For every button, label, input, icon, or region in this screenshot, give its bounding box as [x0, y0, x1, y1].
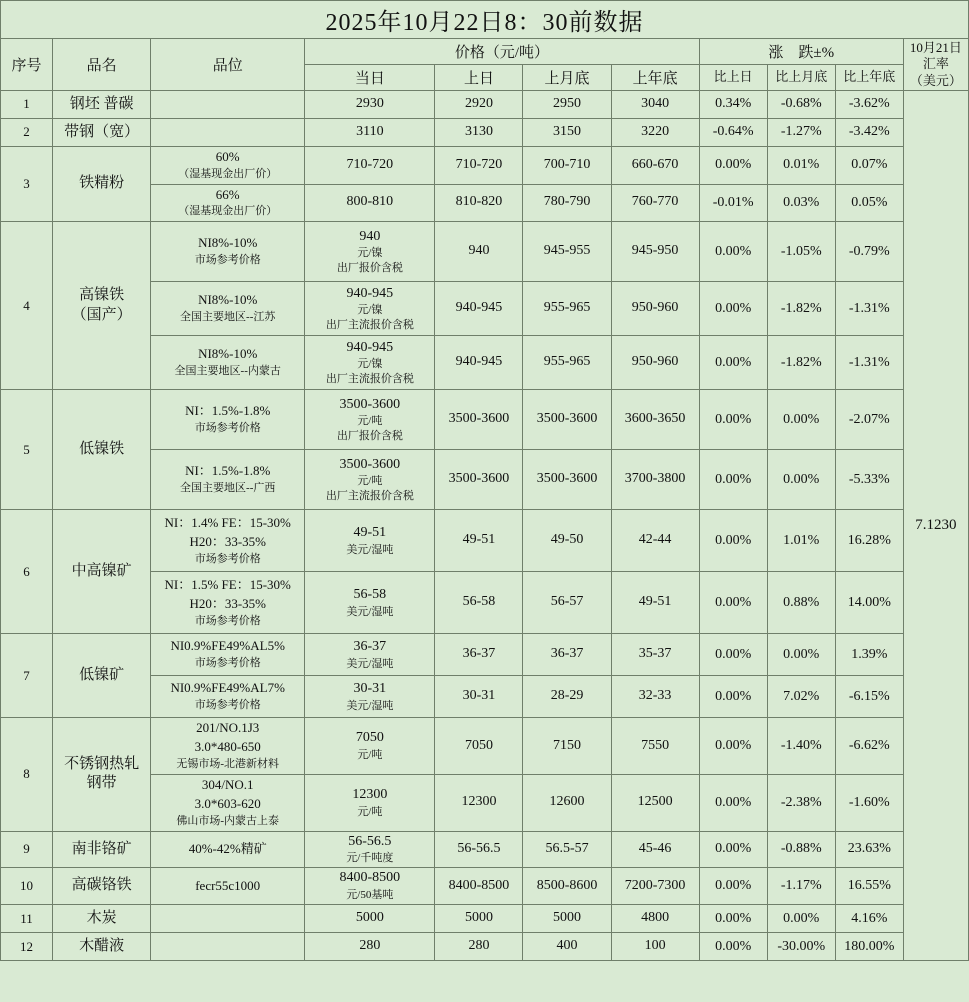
price-today [305, 222, 435, 282]
spec-sub: 市场参考价格 [194, 552, 261, 565]
price-today [305, 282, 435, 336]
row-spec [151, 572, 305, 634]
price-value: 8400-8500 [339, 870, 401, 886]
spec-sub: 佛山市场-内蒙古上泰 [176, 814, 280, 827]
price-unit-line1: 元/吨 [357, 475, 383, 488]
header-price-today: 当日 [305, 64, 435, 90]
price-unit-line1: 元/吨 [357, 805, 383, 818]
price-prev-month-end: 8500-8600 [523, 868, 611, 905]
price-unit-line2: 出厂报价含税 [336, 262, 403, 275]
chg-vs-prev-day: 0.00% [699, 774, 767, 831]
chg-vs-prev-day: 0.00% [699, 634, 767, 676]
price-prev-day: 280 [435, 933, 523, 961]
row-index: 8 [1, 718, 53, 831]
spec-main: 66% [215, 186, 240, 202]
price-prev-month-end: 56-57 [523, 572, 611, 634]
price-prev-day: 3500-3600 [435, 450, 523, 510]
price-value: 940 [359, 228, 381, 244]
chg-vs-prev-month-end: -2.38% [767, 774, 835, 831]
row-product-name: 南非铬矿 [53, 831, 151, 868]
product-name-line1: 不锈钢热轧 [64, 755, 140, 772]
price-today [305, 390, 435, 450]
spec-main: NI8%-10% [198, 292, 258, 308]
chg-vs-prev-day: 0.00% [699, 905, 767, 933]
chg-vs-prev-year-end: -3.42% [835, 118, 903, 146]
spec-sub: 市场参考价格 [194, 699, 261, 712]
chg-vs-prev-year-end: -3.62% [835, 90, 903, 118]
table-row [1, 90, 969, 118]
header-index: 序号 [1, 39, 53, 91]
chg-vs-prev-year-end: 16.28% [835, 510, 903, 572]
row-index: 4 [1, 222, 53, 390]
chg-vs-prev-day: 0.00% [699, 222, 767, 282]
price-unit-line1: 元/镍 [357, 358, 383, 371]
spec-line1: 304/NO.1 [201, 776, 254, 792]
price-value: 940-945 [346, 339, 394, 355]
price-prev-year-end: 3600-3650 [611, 390, 699, 450]
price-prev-year-end: 100 [611, 933, 699, 961]
exchange-rate-value: 7.1230 [903, 90, 968, 960]
header-chg-vs-prev-year-end: 比上年底 [835, 64, 903, 90]
chg-vs-prev-month-end: 7.02% [767, 676, 835, 718]
price-today: 5000 [305, 905, 435, 933]
row-spec [151, 390, 305, 450]
chg-vs-prev-year-end: -5.33% [835, 450, 903, 510]
chg-vs-prev-year-end: 16.55% [835, 868, 903, 905]
header-rate-line1: 10月21日 [909, 40, 962, 55]
price-prev-year-end: 32-33 [611, 676, 699, 718]
row-index: 11 [1, 905, 53, 933]
product-name-line2: 钢带 [86, 775, 117, 792]
price-unit-line1: 美元/湿吨 [346, 699, 394, 712]
price-prev-month-end: 3150 [523, 118, 611, 146]
chg-vs-prev-year-end: -6.62% [835, 718, 903, 775]
spec-sub: 全国主要地区--江苏 [180, 311, 276, 324]
price-prev-day: 940-945 [435, 282, 523, 336]
chg-vs-prev-month-end: 0.00% [767, 634, 835, 676]
price-value: 7050 [355, 730, 384, 746]
price-today [305, 634, 435, 676]
spec-main: 60% [215, 148, 240, 164]
product-name-line2: （国产） [71, 306, 132, 323]
price-prev-month-end: 2950 [523, 90, 611, 118]
price-unit-line1: 美元/湿吨 [346, 605, 394, 618]
price-prev-year-end: 12500 [611, 774, 699, 831]
price-prev-year-end: 945-950 [611, 222, 699, 282]
price-prev-day: 8400-8500 [435, 868, 523, 905]
price-today [305, 510, 435, 572]
spec-sub: 市场参考价格 [194, 614, 261, 627]
price-prev-month-end: 5000 [523, 905, 611, 933]
row-index: 10 [1, 868, 53, 905]
price-prev-year-end: 760-770 [611, 184, 699, 222]
spec-main: NI0.9%FE49%AL7% [170, 680, 285, 696]
row-index: 2 [1, 118, 53, 146]
spec-main: NI8%-10% [198, 235, 258, 251]
price-prev-year-end: 3040 [611, 90, 699, 118]
chg-vs-prev-month-end: -0.68% [767, 90, 835, 118]
row-index: 5 [1, 390, 53, 510]
price-prev-month-end: 700-710 [523, 146, 611, 184]
chg-vs-prev-month-end: 0.01% [767, 146, 835, 184]
table-row [1, 510, 969, 572]
price-unit-line1: 美元/湿吨 [346, 657, 394, 670]
price-prev-month-end: 12600 [523, 774, 611, 831]
price-today: 3110 [305, 118, 435, 146]
price-today [305, 831, 435, 868]
chg-vs-prev-year-end: -1.31% [835, 282, 903, 336]
row-spec [151, 90, 305, 118]
header-chg-vs-prev-day: 比上日 [699, 64, 767, 90]
row-spec [151, 222, 305, 282]
price-value: 12300 [352, 786, 388, 802]
header-spec: 品位 [151, 39, 305, 91]
chg-vs-prev-year-end: -6.15% [835, 676, 903, 718]
row-product-name: 中高镍矿 [53, 510, 151, 634]
spec-line1: NI：1.4% FE：15-30% [164, 515, 291, 530]
spec-line2: 3.0*480-650 [194, 739, 261, 755]
chg-vs-prev-month-end: 0.00% [767, 390, 835, 450]
chg-vs-prev-day: 0.00% [699, 676, 767, 718]
price-prev-month-end: 780-790 [523, 184, 611, 222]
table-row [1, 222, 969, 282]
spec-line2: H20：33-35% [189, 595, 266, 611]
price-today [305, 868, 435, 905]
price-prev-day: 3130 [435, 118, 523, 146]
price-today [305, 676, 435, 718]
price-prev-month-end: 3500-3600 [523, 450, 611, 510]
price-prev-day: 30-31 [435, 676, 523, 718]
price-prev-year-end: 3700-3800 [611, 450, 699, 510]
spec-main: NI8%-10% [198, 346, 258, 362]
price-unit-line2: 出厂报价含税 [336, 430, 403, 443]
table-row [1, 146, 969, 184]
chg-vs-prev-month-end: -1.27% [767, 118, 835, 146]
spec-main: NI：1.5%-1.8% [185, 403, 271, 419]
header-price-prev-year-end: 上年底 [611, 64, 699, 90]
header-rate-line2: 汇率 [922, 56, 949, 72]
chg-vs-prev-month-end: -1.40% [767, 718, 835, 775]
table-row [1, 718, 969, 775]
table-row [1, 868, 969, 905]
chg-vs-prev-month-end: -1.17% [767, 868, 835, 905]
price-prev-year-end: 4800 [611, 905, 699, 933]
price-prev-year-end: 45-46 [611, 831, 699, 868]
chg-vs-prev-day: 0.00% [699, 868, 767, 905]
chg-vs-prev-year-end: 0.05% [835, 184, 903, 222]
header-rate-line3: （美元） [909, 72, 962, 88]
spec-sub: 无锡市场-北港新材料 [176, 758, 280, 770]
price-prev-day: 3500-3600 [435, 390, 523, 450]
price-unit-line1: 美元/湿吨 [346, 543, 394, 556]
price-unit-line2: 出厂主流报价含税 [325, 490, 414, 503]
spec-sub: 市场参考价格 [194, 657, 261, 670]
chg-vs-prev-day: 0.00% [699, 336, 767, 390]
price-prev-year-end: 42-44 [611, 510, 699, 572]
price-prev-day: 12300 [435, 774, 523, 831]
price-prev-year-end: 3220 [611, 118, 699, 146]
price-today [305, 336, 435, 390]
chg-vs-prev-day: 0.00% [699, 510, 767, 572]
header-price-group: 价格（元/吨） [305, 39, 699, 65]
chg-vs-prev-month-end: -30.00% [767, 933, 835, 961]
table-row [1, 390, 969, 450]
spec-main: NI：1.5%-1.8% [185, 463, 271, 479]
header-exchange-rate-group [903, 39, 968, 91]
chg-vs-prev-month-end: 0.88% [767, 572, 835, 634]
row-index: 1 [1, 90, 53, 118]
row-spec [151, 282, 305, 336]
spec-sub: （湿基现金出厂价） [178, 167, 278, 180]
chg-vs-prev-day: 0.34% [699, 90, 767, 118]
row-product-name: 高碳铬铁 [53, 868, 151, 905]
chg-vs-prev-year-end: -1.60% [835, 774, 903, 831]
price-prev-month-end: 49-50 [523, 510, 611, 572]
table-row [1, 905, 969, 933]
header-chg-vs-prev-month-end: 比上月底 [767, 64, 835, 90]
chg-vs-prev-day: -0.01% [699, 184, 767, 222]
product-name-line1: 高镍铁 [79, 287, 125, 304]
chg-vs-prev-month-end: 0.03% [767, 184, 835, 222]
row-spec [151, 676, 305, 718]
price-prev-month-end: 955-965 [523, 336, 611, 390]
chg-vs-prev-year-end: -2.07% [835, 390, 903, 450]
spec-line1: NI：1.5% FE：15-30% [164, 577, 291, 592]
chg-vs-prev-month-end: -1.05% [767, 222, 835, 282]
price-prev-day: 810-820 [435, 184, 523, 222]
row-product-name: 低镍铁 [53, 390, 151, 510]
chg-vs-prev-day: 0.00% [699, 718, 767, 775]
row-product-name: 木炭 [53, 905, 151, 933]
spec-line2: H20：33-35% [189, 533, 266, 549]
price-today [305, 572, 435, 634]
price-prev-day: 5000 [435, 905, 523, 933]
header-row-1 [1, 39, 969, 65]
price-today: 800-810 [305, 184, 435, 222]
price-prev-month-end: 955-965 [523, 282, 611, 336]
spec-sub: 全国主要地区--内蒙古 [174, 365, 281, 378]
price-today [305, 774, 435, 831]
price-today: 280 [305, 933, 435, 961]
spec-sub: 全国主要地区--广西 [180, 482, 276, 495]
chg-vs-prev-month-end: -1.82% [767, 282, 835, 336]
price-prev-year-end: 7200-7300 [611, 868, 699, 905]
row-spec [151, 905, 305, 933]
spec-main: NI0.9%FE49%AL5% [170, 638, 285, 654]
row-product-name: 铁精粉 [53, 146, 151, 222]
price-prev-month-end: 400 [523, 933, 611, 961]
chg-vs-prev-year-end: 180.00% [835, 933, 903, 961]
price-unit-line1: 元/50基吨 [346, 889, 394, 902]
price-today: 2930 [305, 90, 435, 118]
chg-vs-prev-day: 0.00% [699, 933, 767, 961]
header-product: 品名 [53, 39, 151, 91]
price-today: 710-720 [305, 146, 435, 184]
price-value: 56-56.5 [348, 833, 392, 849]
chg-vs-prev-day: 0.00% [699, 831, 767, 868]
chg-vs-prev-day: 0.00% [699, 450, 767, 510]
header-price-prev-day: 上日 [435, 64, 523, 90]
price-prev-year-end: 49-51 [611, 572, 699, 634]
chg-vs-prev-day: 0.00% [699, 572, 767, 634]
header-change-group: 涨 跌±% [699, 39, 903, 65]
row-spec [151, 336, 305, 390]
table-row [1, 933, 969, 961]
price-prev-day: 2920 [435, 90, 523, 118]
price-prev-day: 940-945 [435, 336, 523, 390]
chg-vs-prev-year-end: -1.31% [835, 336, 903, 390]
price-prev-month-end: 3500-3600 [523, 390, 611, 450]
spec-sub: 市场参考价格 [194, 422, 261, 435]
row-spec [151, 118, 305, 146]
chg-vs-prev-day: 0.00% [699, 146, 767, 184]
price-unit-line1: 元/千吨度 [346, 852, 394, 865]
chg-vs-prev-month-end: 0.00% [767, 905, 835, 933]
price-prev-month-end: 28-29 [523, 676, 611, 718]
price-prev-day: 940 [435, 222, 523, 282]
chg-vs-prev-day: -0.64% [699, 118, 767, 146]
row-spec [151, 450, 305, 510]
row-product-name [53, 718, 151, 831]
spec-sub: 市场参考价格 [194, 254, 261, 267]
price-prev-month-end: 7150 [523, 718, 611, 775]
price-unit-line1: 元/吨 [357, 749, 383, 762]
chg-vs-prev-month-end: -1.82% [767, 336, 835, 390]
price-today [305, 718, 435, 775]
page-title: 2025年10月22日8：30前数据 [1, 1, 969, 39]
row-index: 3 [1, 146, 53, 222]
spec-line2: 3.0*603-620 [194, 795, 261, 811]
table-row [1, 831, 969, 868]
row-product-name: 木醋液 [53, 933, 151, 961]
price-prev-day: 49-51 [435, 510, 523, 572]
price-prev-day: 7050 [435, 718, 523, 775]
price-unit-line1: 元/吨 [357, 415, 383, 428]
row-spec: fecr55c1000 [151, 868, 305, 905]
chg-vs-prev-month-end: 0.00% [767, 450, 835, 510]
price-unit-line1: 元/镍 [357, 247, 383, 260]
row-index: 6 [1, 510, 53, 634]
chg-vs-prev-year-end: 1.39% [835, 634, 903, 676]
row-spec [151, 510, 305, 572]
title-row [1, 1, 969, 39]
row-index: 12 [1, 933, 53, 961]
chg-vs-prev-year-end: 4.16% [835, 905, 903, 933]
row-product-name: 低镍矿 [53, 634, 151, 718]
row-spec [151, 933, 305, 961]
price-prev-day: 710-720 [435, 146, 523, 184]
price-prev-month-end: 56.5-57 [523, 831, 611, 868]
row-product-name: 带钢（宽） [53, 118, 151, 146]
price-prev-month-end: 36-37 [523, 634, 611, 676]
price-value: 940-945 [346, 285, 394, 301]
price-unit-line2: 出厂主流报价含税 [325, 373, 414, 386]
row-spec [151, 146, 305, 184]
spec-line1: 201/NO.1J3 [196, 720, 260, 736]
price-value: 36-37 [353, 638, 387, 654]
price-prev-month-end: 945-955 [523, 222, 611, 282]
price-prev-year-end: 7550 [611, 718, 699, 775]
price-prev-year-end: 950-960 [611, 282, 699, 336]
chg-vs-prev-day: 0.00% [699, 390, 767, 450]
chg-vs-prev-month-end: -0.88% [767, 831, 835, 868]
price-prev-day: 56-56.5 [435, 831, 523, 868]
price-prev-year-end: 950-960 [611, 336, 699, 390]
row-spec [151, 634, 305, 676]
row-spec [151, 774, 305, 831]
header-price-prev-month-end: 上月底 [523, 64, 611, 90]
price-prev-year-end: 35-37 [611, 634, 699, 676]
row-index: 7 [1, 634, 53, 718]
table-row [1, 634, 969, 676]
chg-vs-prev-year-end: 14.00% [835, 572, 903, 634]
row-spec [151, 184, 305, 222]
chg-vs-prev-year-end: 23.63% [835, 831, 903, 868]
chg-vs-prev-month-end: 1.01% [767, 510, 835, 572]
price-prev-year-end: 660-670 [611, 146, 699, 184]
table-row [1, 118, 969, 146]
chg-vs-prev-year-end: 0.07% [835, 146, 903, 184]
price-prev-day: 36-37 [435, 634, 523, 676]
price-value: 3500-3600 [339, 456, 401, 472]
row-index: 9 [1, 831, 53, 868]
row-product-name [53, 222, 151, 390]
price-value: 30-31 [353, 680, 387, 696]
price-today [305, 450, 435, 510]
price-prev-day: 56-58 [435, 572, 523, 634]
price-value: 49-51 [353, 524, 387, 540]
row-spec [151, 718, 305, 775]
price-unit-line1: 元/镍 [357, 304, 383, 317]
spec-sub: （湿基现金出厂价） [178, 205, 278, 218]
row-product-name: 钢坯 普碳 [53, 90, 151, 118]
price-value: 56-58 [353, 586, 387, 602]
price-value: 3500-3600 [339, 396, 401, 412]
chg-vs-prev-day: 0.00% [699, 282, 767, 336]
price-unit-line2: 出厂主流报价含税 [325, 319, 414, 332]
chg-vs-prev-year-end: -0.79% [835, 222, 903, 282]
row-spec: 40%-42%精矿 [151, 831, 305, 868]
